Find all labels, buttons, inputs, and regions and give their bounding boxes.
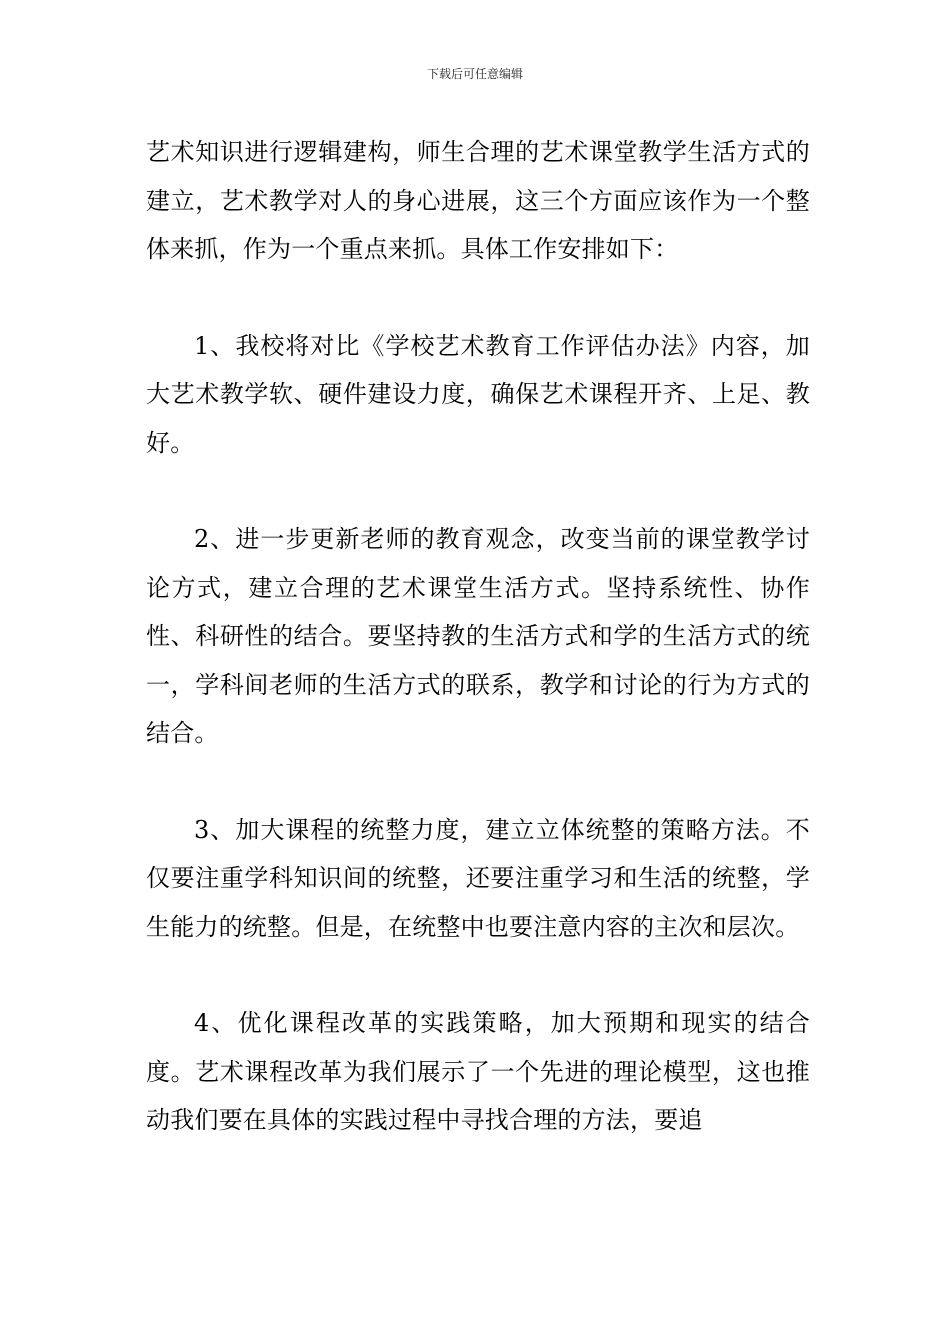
document-body <box>146 128 810 1145</box>
paragraph-item-4: 4、优化课程改革的实践策略，加大预期和现实的结合度。艺术课程改革为我们展示了一个先进的理论模型，这也推动我们要在具体的实践过程中寻找合理的方法，要追 <box>146 1009 810 1134</box>
page-header-note: 下载后可任意编辑 <box>426 67 523 81</box>
paragraph-item-1: 1、我校将对比《学校艺术教育工作评估办法》内容，加大艺术教学软、硬件建设力度，确保艺术课程开齐、上足、教好。 <box>146 331 810 457</box>
paragraph-item-2: 2、进一步更新老师的教育观念，改变当前的课堂教学讨论方式，建立合理的艺术课堂生活方式。坚持系统性、协作性、科研性的结合。要坚持教的生活方式和学的生活方式的统一，学科间老师的生活方式的联系，教学和讨论的行为方式的结合。 <box>146 525 810 747</box>
paragraph-item-3: 3、加大课程的统整力度，建立立体统整的策略方法。不仅要注重学科知识间的统整，还要注重学习和生活的统整，学生能力的统整。但是，在统整中也要注意内容的主次和层次。 <box>146 815 810 941</box>
paragraph-continued: 艺术知识进行逻辑建构，师生合理的艺术课堂教学生活方式的建立，艺术教学对人的身心进展，这三个方面应该作为一个整体来抓，作为一个重点来抓。具体工作安排如下： <box>146 138 810 263</box>
